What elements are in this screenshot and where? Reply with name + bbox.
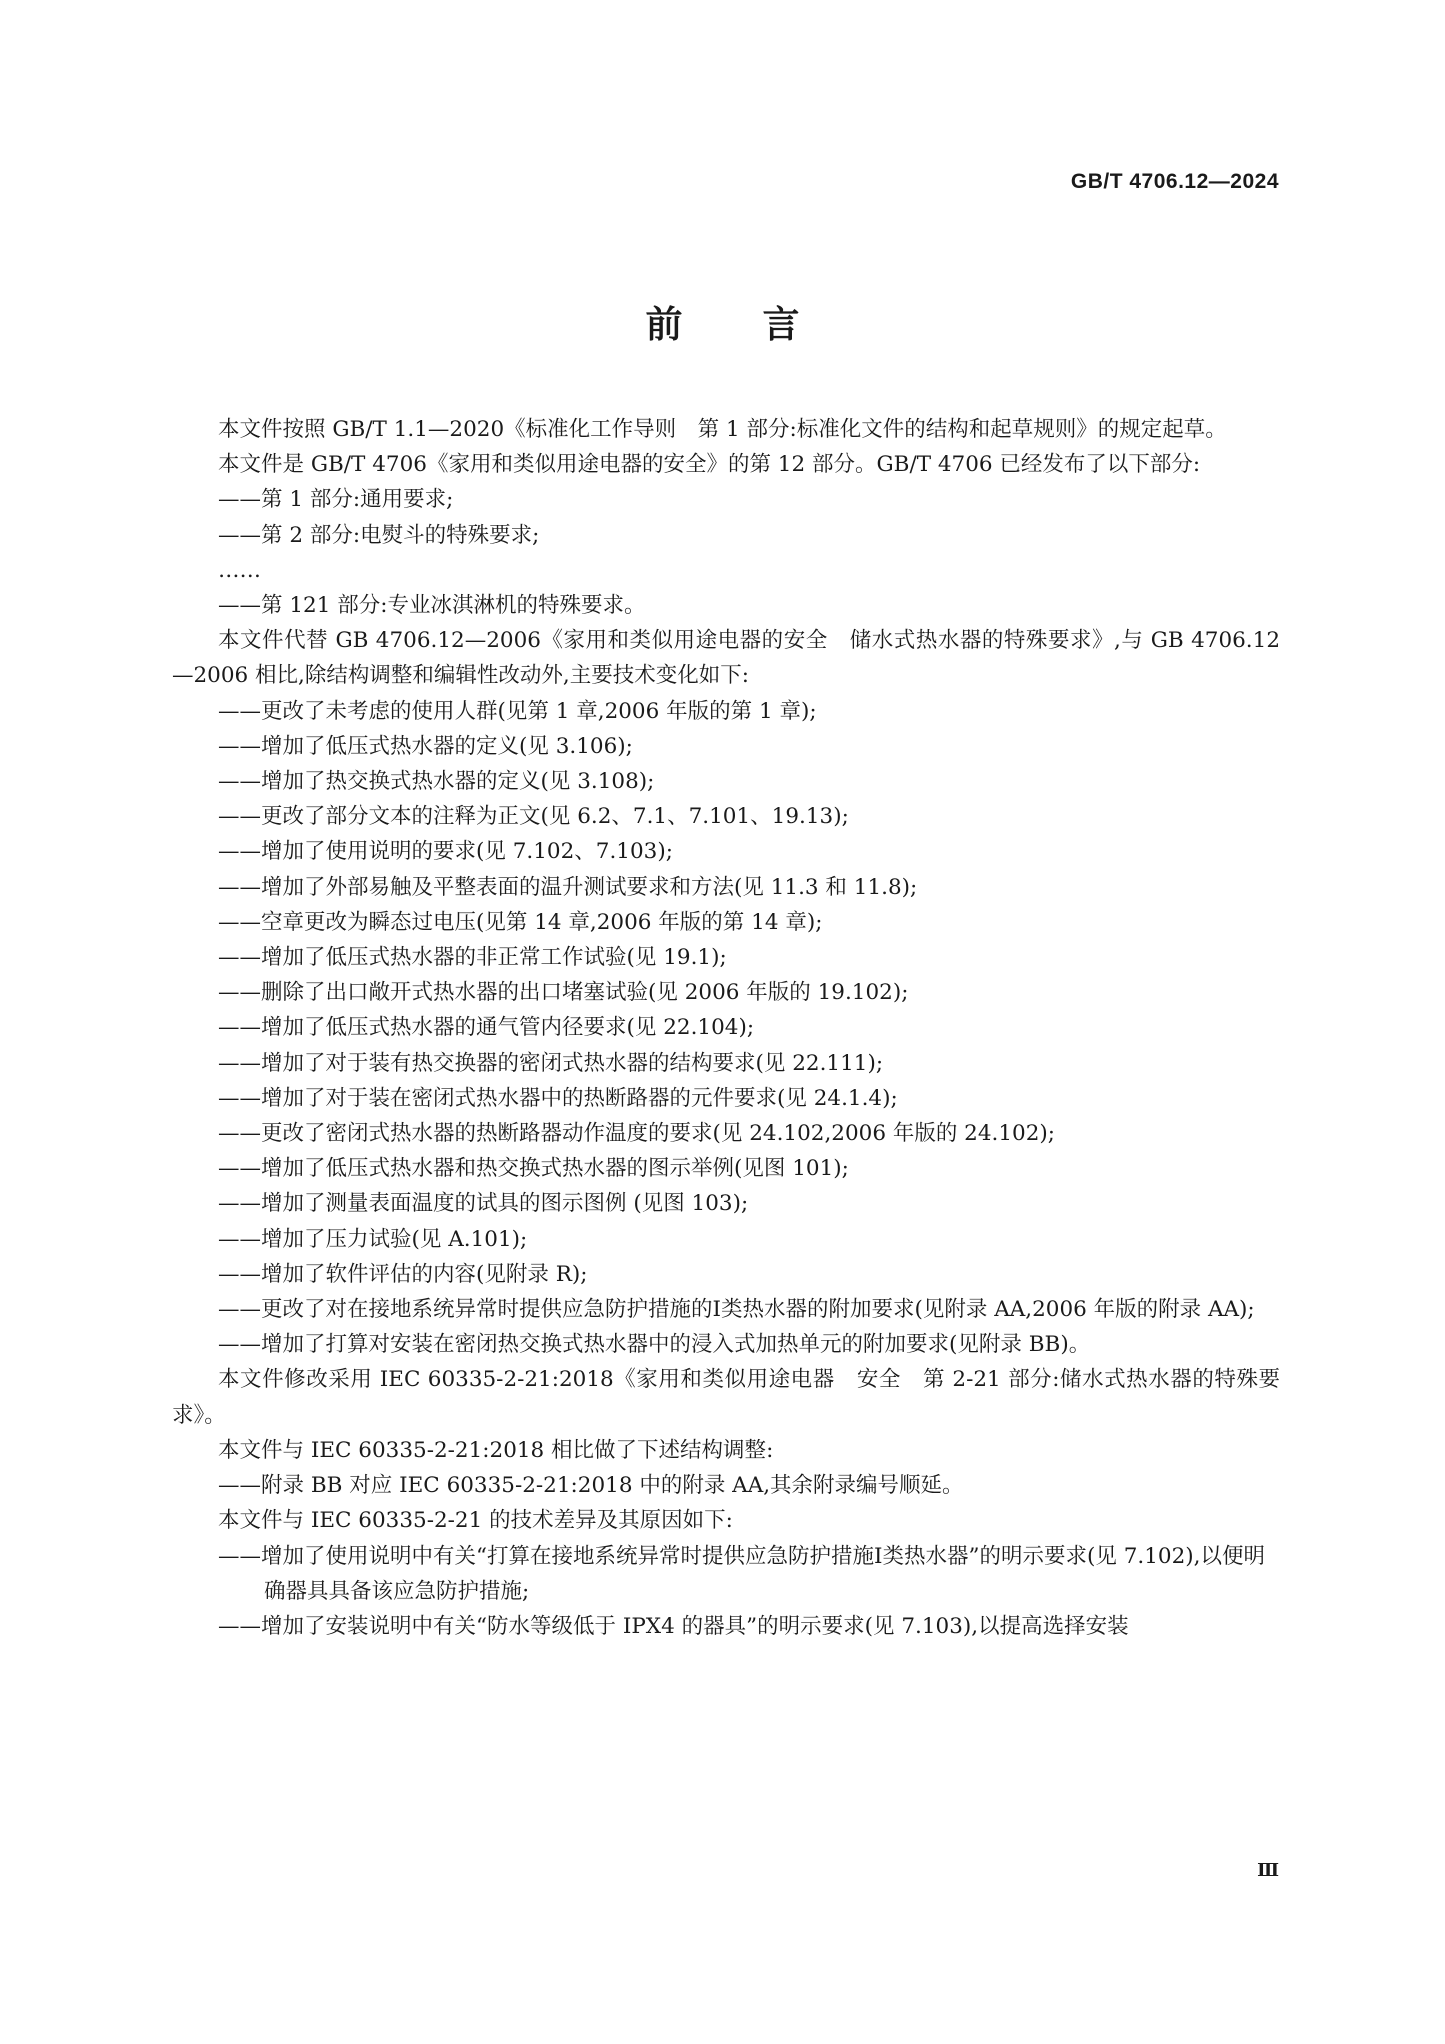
paragraph-drafting-basis: 本文件按照 GB/T 1.1—2020《标准化工作导则 第 1 部分:标准化文件的结构和起草规则》的规定起草。 xyxy=(218,417,1227,442)
list-item-change: ——增加了对于装有热交换器的密闭式热水器的结构要求(见 22.111); xyxy=(218,1050,884,1076)
list-ellipsis: …… xyxy=(218,557,261,583)
list-item-change: ——增加了低压式热水器的通气管内径要求(见 22.104); xyxy=(218,1015,755,1041)
list-item-change: ——增加了低压式热水器的非正常工作试验(见 19.1); xyxy=(218,945,727,971)
list-item-change: ——增加了对于装在密闭式热水器中的热断路器的元件要求(见 24.1.4); xyxy=(218,1085,898,1111)
list-item-change: ——增加了外部易触及平整表面的温升测试要求和方法(见 11.3 和 11.8); xyxy=(218,874,918,900)
list-item-part-2: ——第 2 部分:电熨斗的特殊要求; xyxy=(218,522,540,548)
list-item-change: ——增加了测量表面温度的试具的图示图例 (见图 103); xyxy=(218,1191,749,1217)
list-item-change: ——更改了未考虑的使用人群(见第 1 章,2006 年版的第 1 章); xyxy=(218,698,817,724)
list-item-part-121: ——第 121 部分:专业冰淇淋机的特殊要求。 xyxy=(218,593,646,619)
list-item-part-1: ——第 1 部分:通用要求; xyxy=(218,487,454,513)
list-item-change: ——增加了低压式热水器的定义(见 3.106); xyxy=(218,733,633,759)
list-item-change: ——更改了对在接地系统异常时提供应急防护措施的Ⅰ类热水器的附加要求(见附录 AA,2006 年版的附录 AA); xyxy=(218,1297,1255,1323)
list-item-change: ——增加了低压式热水器和热交换式热水器的图示举例(见图 101); xyxy=(218,1156,849,1182)
document-body xyxy=(172,412,1280,1644)
list-item-structure: ——附录 BB 对应 IEC 60335-2-21:2018 中的附录 AA,其余附录编号顺延。 xyxy=(218,1473,964,1499)
list-item-change: ——更改了部分文本的注释为正文(见 6.2、7.1、7.101、19.13); xyxy=(218,804,849,830)
page-number: Ⅲ xyxy=(1257,1860,1279,1881)
paragraph-replacement: 本文件代替 GB 4706.12—2006《家用和类似用途电器的安全 储水式热水器的特殊要求》,与 GB 4706.12—2006 相比,除结构调整和编辑性改动外,主要技术变化如下: xyxy=(172,628,1280,689)
paragraph-technical-differences: 本文件与 IEC 60335-2-21 的技术差异及其原因如下: xyxy=(218,1508,733,1534)
paragraph-iec-adoption: 本文件修改采用 IEC 60335-2-21:2018《家用和类似用途电器 安全 第 2-21 部分:储水式热水器的特殊要求》。 xyxy=(172,1367,1280,1428)
list-item-change: ——增加了软件评估的内容(见附录 R); xyxy=(218,1261,588,1287)
list-item-change: ——增加了热交换式热水器的定义(见 3.108); xyxy=(218,769,655,795)
list-item-change: ——增加了压力试验(见 A.101); xyxy=(218,1226,528,1252)
list-item-difference: ——增加了安装说明中有关“防水等级低于 IPX4 的器具”的明示要求(见 7.103),以提高选择安装 xyxy=(218,1613,1129,1639)
paragraph-structure-adjustment: 本文件与 IEC 60335-2-21:2018 相比做了下述结构调整: xyxy=(218,1437,774,1463)
list-item-change: ——空章更改为瞬态过电压(见第 14 章,2006 年版的第 14 章); xyxy=(218,909,823,935)
list-item-difference: ——增加了使用说明中有关“打算在接地系统异常时提供应急防护措施Ⅰ类热水器”的明示要求(见 7.102),以便明确器具具备该应急防护措施; xyxy=(218,1543,1265,1604)
list-item-change: ——增加了使用说明的要求(见 7.102、7.103); xyxy=(218,839,673,865)
document-code: GB/T 4706.12—2024 xyxy=(1070,170,1279,193)
list-item-change: ——更改了密闭式热水器的热断路器动作温度的要求(见 24.102,2006 年版的 24.102); xyxy=(218,1121,1056,1147)
list-item-change: ——删除了出口敞开式热水器的出口堵塞试验(见 2006 年版的 19.102); xyxy=(218,980,909,1006)
paragraph-series-intro: 本文件是 GB/T 4706《家用和类似用途电器的安全》的第 12 部分。GB/T 4706 已经发布了以下部分: xyxy=(218,452,1201,478)
list-item-change: ——增加了打算对安装在密闭热交换式热水器中的浸入式加热单元的附加要求(见附录 BB)。 xyxy=(218,1332,1091,1358)
page-title: 前言 xyxy=(645,303,880,346)
